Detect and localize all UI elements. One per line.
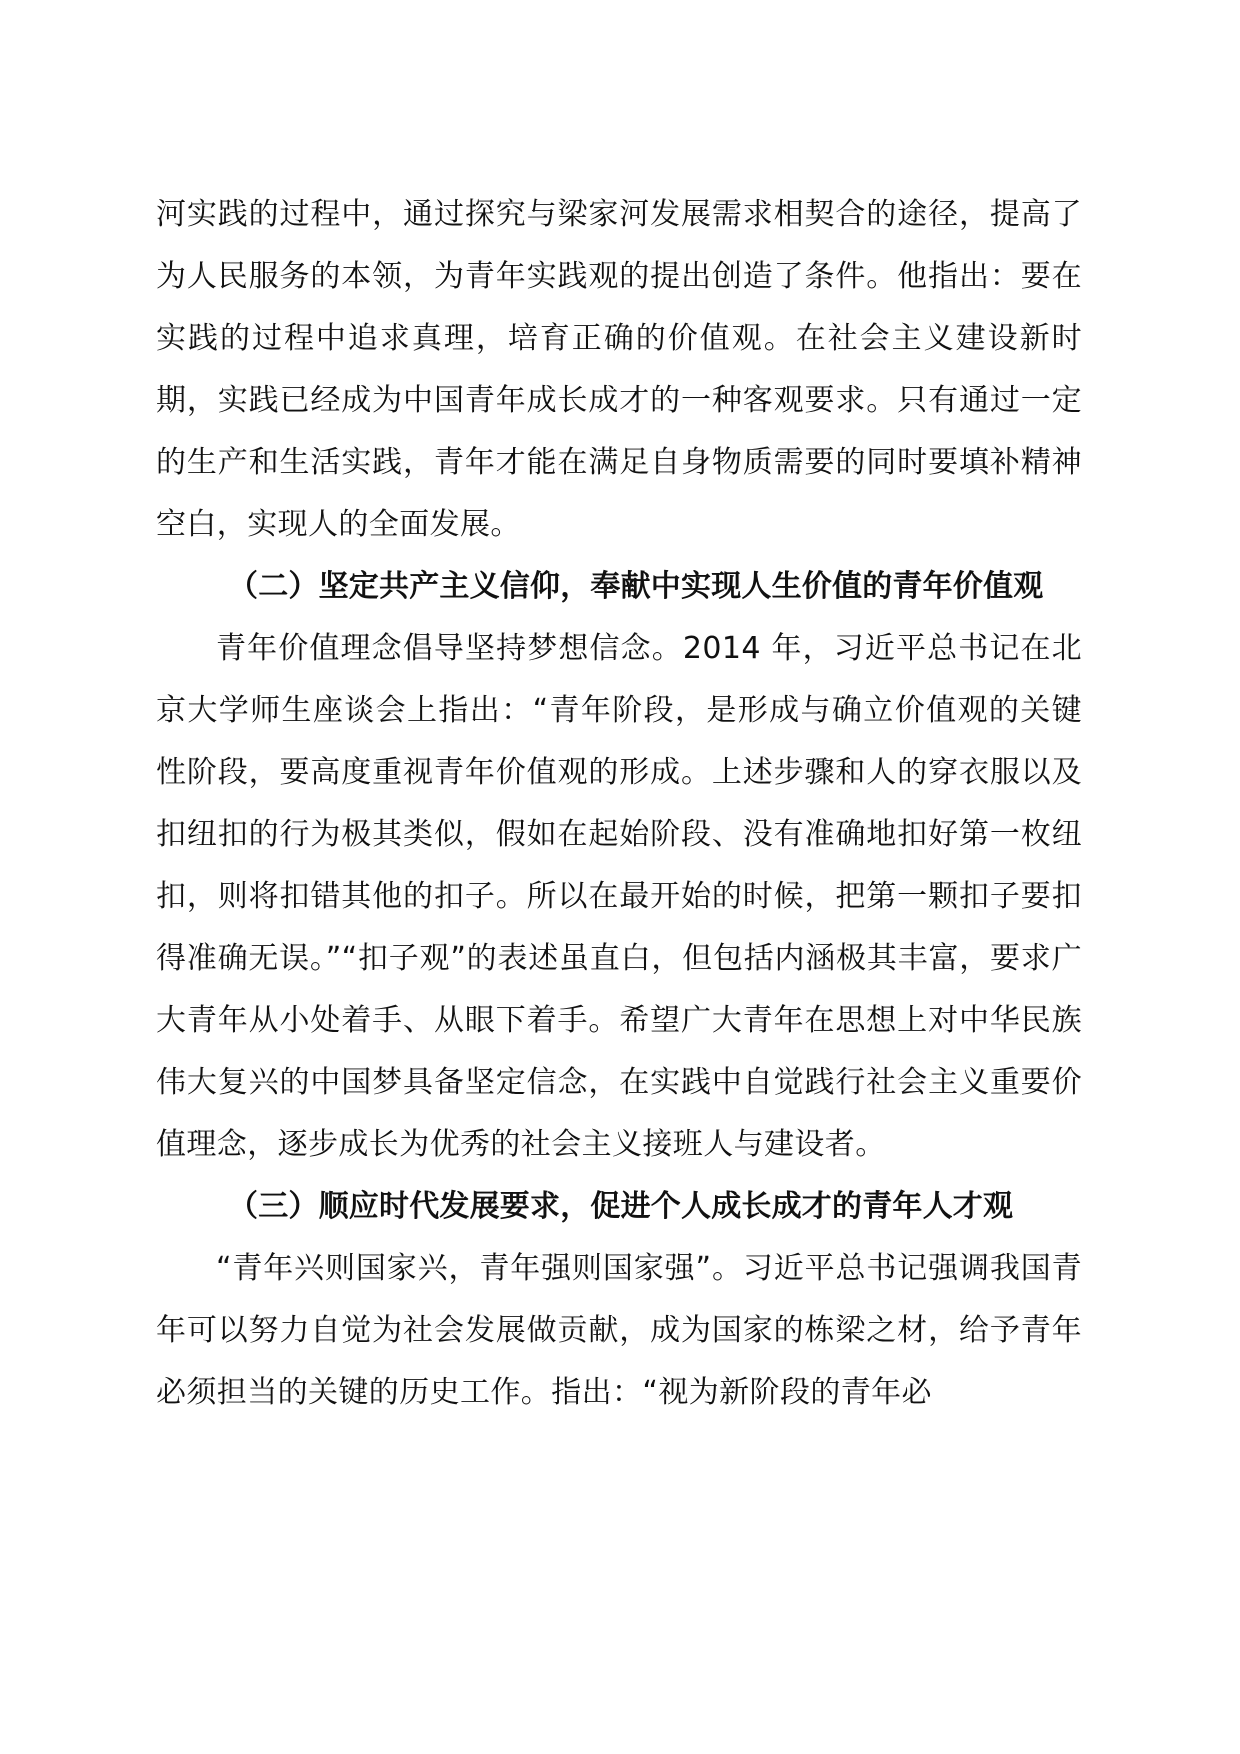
section-heading-3: （三）顺应时代发展要求，促进个人成长成才的青年人才观 [228, 1189, 1014, 1224]
paragraph-continuation: 河实践的过程中，通过探究与梁家河发展需求相契合的途径，提高了为人民服务的本领，为青年实践观的提出创造了条件。他指出：要在实践的过程中追求真理，培育正确的价值观。在社会主义建设新时期，实践已经成为中国青年成长成才的一种客观要求。只有通过一定的生产和生活实践，青年才能在满足自身物质需要的同时要填补精神空白，实现人的全面发展。 [156, 197, 1082, 542]
document-body [156, 184, 1082, 1424]
paragraph-talent: “青年兴则国家兴，青年强则国家强”。习近平总书记强调我国青年可以努力自觉为社会发展做贡献，成为国家的栋梁之材，给予青年必须担当的关键的历史工作。指出：“视为新阶段的青年必 [156, 1251, 1082, 1410]
section-heading-2: （二）坚定共产主义信仰，奉献中实现人生价值的青年价值观 [228, 569, 1044, 604]
paragraph-values: 青年价值理念倡导坚持梦想信念。2014 年，习近平总书记在北京大学师生座谈会上指出：“青年阶段，是形成与确立价值观的关键性阶段，要高度重视青年价值观的形成。上述步骤和人的穿衣服以及扣纽扣的行为极其类似，假如在起始阶段、没有准确地扣好第一枚纽扣，则将扣错其他的扣子。所以在最开始的时候，把第一颗扣子要扣得准确无误。”“扣子观”的表述虽直白，但包括内涵极其丰富，要求广大青年从小处着手、从眼下着手。希望广大青年在思想上对中华民族伟大复兴的中国梦具备坚定信念，在实践中自觉践行社会主义重要价值理念，逐步成长为优秀的社会主义接班人与建设者。 [156, 631, 1082, 1162]
